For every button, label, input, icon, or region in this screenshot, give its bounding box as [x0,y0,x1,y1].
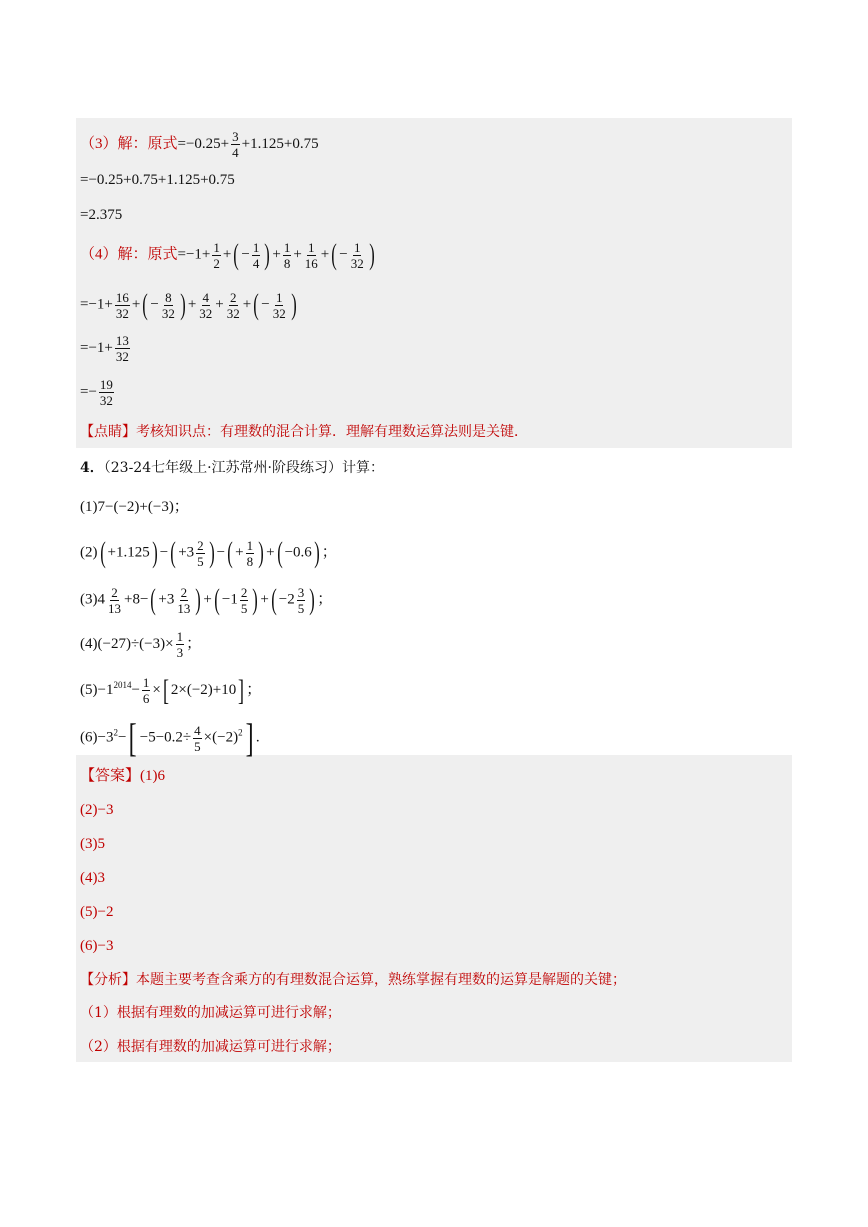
paren: ) [180,288,186,321]
analysis-line [80,970,626,990]
part4-line1 [80,290,299,320]
expr-text: =−1+ [80,339,113,356]
expr-text: − [261,296,270,313]
part3-expr-a: =−0.25+ [177,135,230,152]
question-source: （23-24七年级上·江苏常州·阶段练习）计算： [103,460,385,476]
numerator: 13 [115,333,129,348]
numerator: 3 [232,129,239,144]
expr-text: + [242,296,252,313]
denominator: 4 [252,255,260,271]
paren: ) [264,238,271,271]
expr-text: + [320,246,330,263]
expr-text: =−1+ [177,246,211,263]
expr-text: =− [80,383,97,400]
question-item-4: (4)(−27)÷(−3)× $\frac{1}{3}$ ； [80,629,202,660]
answer-item: (2)−3 [80,802,114,818]
fraction [252,241,261,270]
fraction [99,378,114,407]
fraction [161,291,176,320]
expr-text: + [272,246,281,263]
paren: ) [290,288,297,321]
denominator: 32 [115,305,129,321]
numerator: 1 [252,239,260,255]
numerator: 19 [99,377,113,392]
review-line [80,422,528,442]
review-text: 考核知识点：有理数的混合计算．理解有理数运算法则是关键． [136,424,528,440]
expr-text: (4)(−27)÷(−3)× [80,635,174,652]
denominator: 32 [115,349,129,364]
paren: ( [142,288,149,321]
expr-text: + [187,296,197,313]
numerator: 1 [283,239,291,255]
solution-shade-top [76,118,792,448]
part3-line0 [80,130,319,159]
denominator: 32 [99,393,113,408]
expr-text: − [241,246,250,263]
expr-text: + [215,296,224,313]
expr-text: + [293,246,302,263]
denominator: 2 [213,255,220,271]
denominator: 32 [161,305,175,321]
numerator: 1 [176,629,184,644]
answer-tag: 【答案】 [80,768,141,784]
analysis-p2: （2）根据有理数的加减运算可进行求解； [80,1039,341,1055]
numerator: 2 [230,289,237,305]
fraction [283,241,292,270]
fraction [198,291,213,320]
expr-text: + [222,246,232,263]
part4-line3 [80,378,116,407]
answer-item: (5)−2 [80,904,114,920]
answer-item: (3)5 [80,836,105,852]
part3-label: （3）解：原式 [80,135,178,152]
part3-line2: =2.375 [80,207,123,223]
question-item-1: (1)7−(−2)+(−3)； [80,499,189,515]
part3-line1: =−0.25+0.75+1.125+0.75 [80,172,235,188]
denominator: 16 [304,255,318,271]
denominator: 32 [350,255,364,271]
fraction [212,241,221,270]
fraction [115,334,130,363]
expr-text: + [131,296,141,313]
paren: ( [331,238,337,271]
denominator: 32 [226,305,240,321]
fraction [272,291,287,320]
numerator: 1 [275,289,283,305]
answer-item: (1)6 [140,768,166,784]
answer-line-1 [80,766,165,786]
fraction [304,241,319,270]
review-tag: 【点睛】 [80,424,136,440]
analysis-text: 本题主要考查含乘方的有理数混合运算，熟练掌握有理数的运算是解题的关键； [136,972,626,988]
expr-text: − [150,296,159,313]
numerator: 8 [165,289,172,305]
part4-line0 [80,240,377,270]
paren: ( [253,288,259,321]
question-number: 4． [80,460,104,476]
numerator: 1 [213,239,220,255]
denominator: 8 [283,255,291,271]
denominator: 32 [199,305,213,321]
numerator: 1 [308,239,315,255]
answer-item: (6)−3 [80,938,114,954]
fraction [350,241,365,270]
paren: ) [368,238,375,271]
numerator: 1 [353,239,361,255]
part3-expr-b: +1.125+0.75 [241,135,319,152]
paren: ( [233,238,240,271]
answer-item: (4)3 [80,870,105,886]
question-item-2: (2)( +1.125) −( +3 $\frac{2}{5}$ ) −( + $\frac{1}{8}$ ) +( −0.6) ； [80,536,337,569]
question-header [80,458,384,478]
fraction [231,130,240,159]
question-item-6: $(6)-3^2-[ -5-0.2\div$ $\frac{4}{5}$ $\times(-2)^2$] . [80,715,260,760]
fraction [115,291,130,320]
analysis-tag: 【分析】 [80,972,136,988]
denominator: 4 [232,145,239,160]
part4-line2 [80,334,132,363]
fraction [226,291,241,320]
fraction [176,630,185,659]
numerator: 4 [202,289,210,305]
expr-text: =−1+ [80,296,113,313]
denominator: 3 [176,645,184,660]
question-item-3: (3)4 $\frac{2}{13}$ +8−( +3 $\frac{2}{13}$ ) +( −1 $\frac{2}{5}$ ) +( −2 $\frac{3}{5}$ ) ； [80,583,333,616]
numerator: 16 [115,289,129,305]
expr-text: − [339,246,348,263]
analysis-p1: （1）根据有理数的加减运算可进行求解； [80,1005,341,1021]
part4-label: （4）解：原式 [80,246,178,263]
denominator: 32 [272,305,286,321]
question-item-5: $(5)-1^{2014}-$ $\frac{1}{6}$ ×[ 2×(−2)+10] ； [80,673,262,707]
